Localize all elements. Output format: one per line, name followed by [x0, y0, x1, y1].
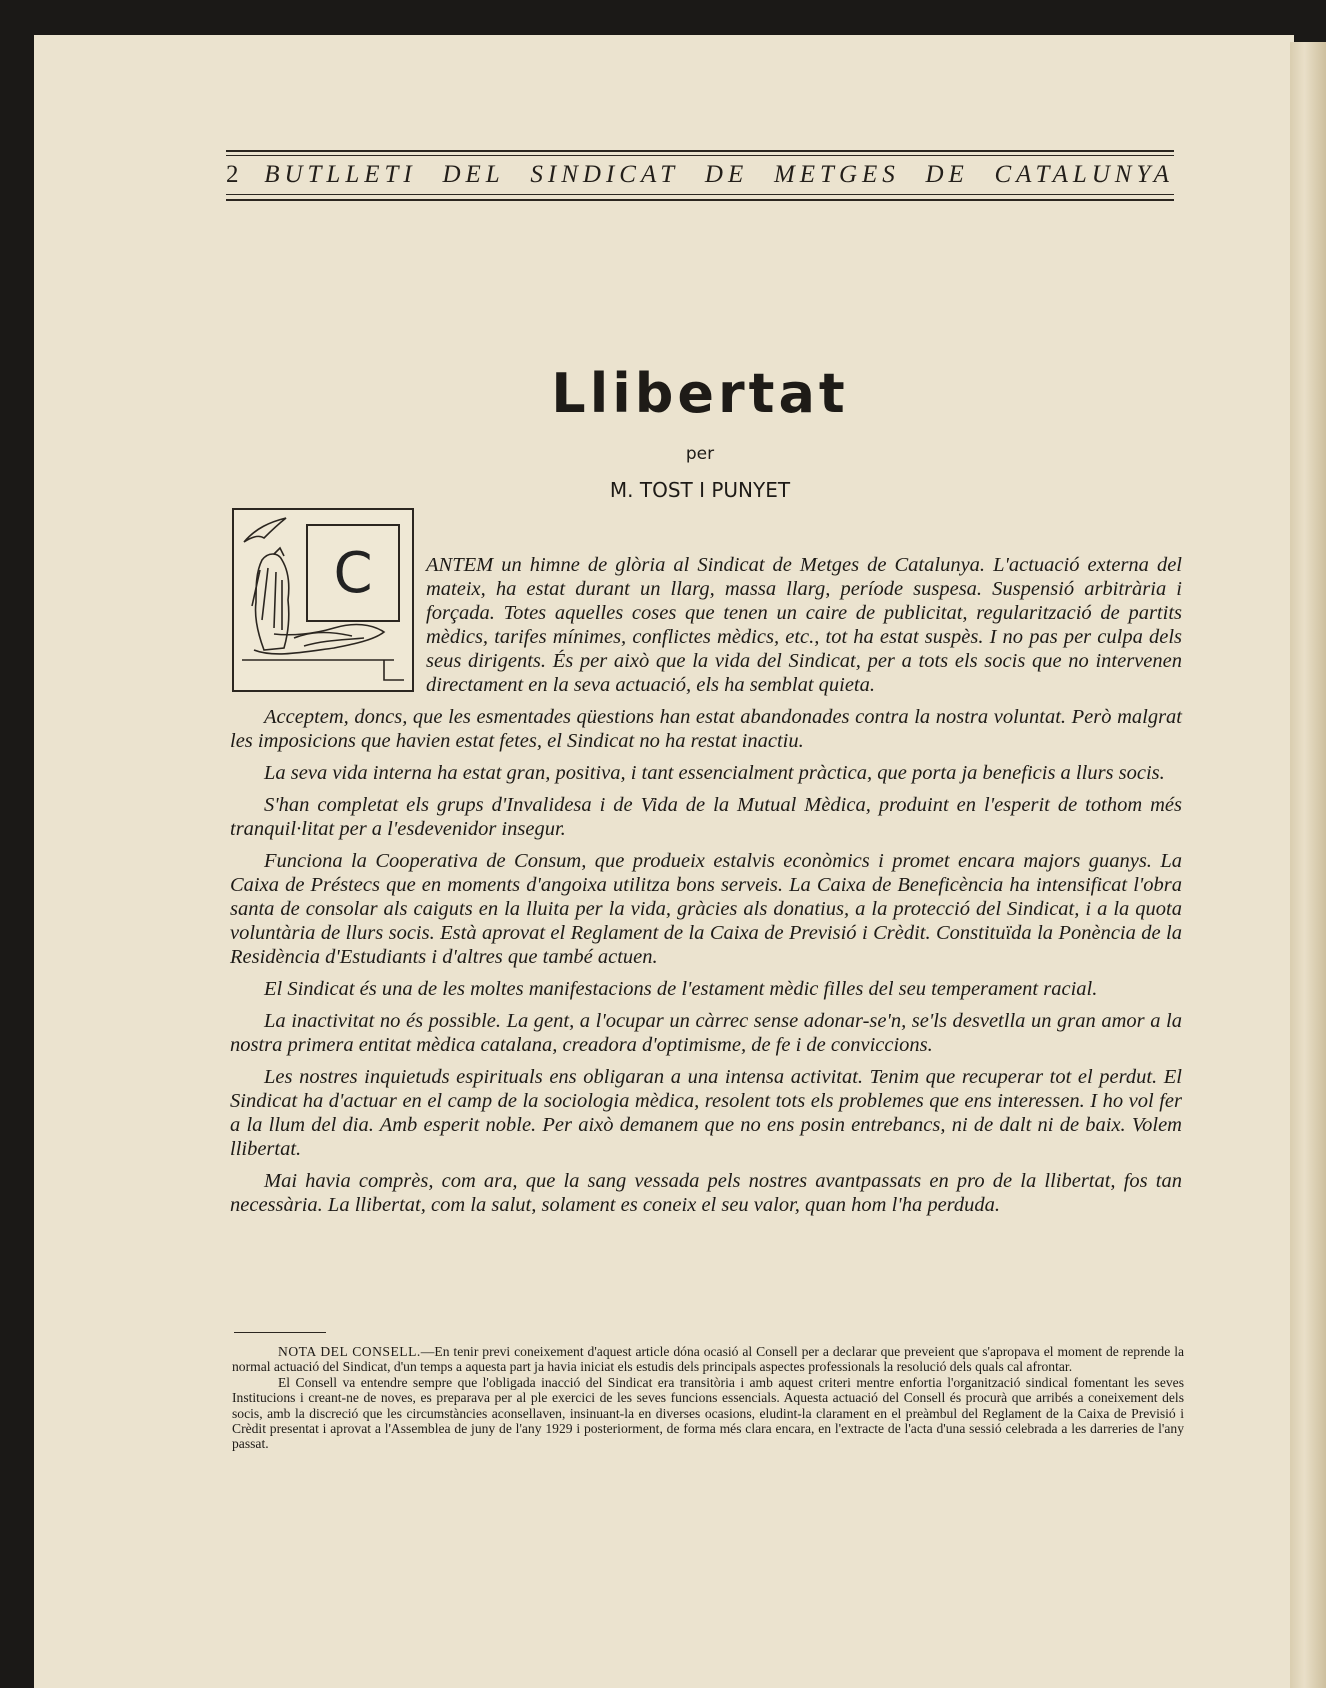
- article-author: M. TOST I PUNYET: [609, 478, 791, 502]
- header-rule-top-thin: [226, 155, 1174, 156]
- body-paragraph: La seva vida interna ha estat gran, positiva, i tant essencialment pràctica, que porta ja beneficis a llurs socis.: [264, 762, 1165, 784]
- header-rule-bottom: [226, 199, 1174, 201]
- article-body: [230, 553, 1182, 1225]
- footnote-rule: [234, 1332, 326, 1333]
- body-paragraph: Mai havia comprès, com ara, que la sang vessada pels nostres avantpassats en pro de la llibertat, fos tan necessària. La llibertat, com la salut, solament es coneix el seu valor, quan hom l'ha perduda.: [230, 1170, 1182, 1216]
- body-paragraph: Funciona la Cooperativa de Consum, que produeix estalvis econòmics i promet encara majors guanys. La Caixa de Préstecs que en moments d'angoixa utilitza bons serveis. La Caixa de Beneficència ha intensificat l'obra santa de consolar als caiguts en la lluita per la vida, gràcies als donatius, a la protecció del Sindicat, i a la quota voluntària de llurs socis. Està aprovat el Reglament de la Caixa de Previsió i Crèdit. Constituïda la Ponència de la Residència d'Estudiants i d'altres que també actuen.: [230, 850, 1182, 968]
- header-word: DE: [704, 161, 749, 188]
- header-word: METGES: [773, 161, 900, 188]
- footnote: [232, 1344, 1184, 1452]
- footnote-paragraph: El Consell va entendre sempre que l'obligada inacció del Sindicat era transitòria i amb aquest criteri mentre enfortia l'organització sindical fomentant les seves Institucions i creant-ne de noves, es preparava per al ple exercici de les seves funcions essencials. Aquesta actuació del Consell és procurà que arribés a coneixement dels socis, amb la discreció que les circumstàncies aconsellaven, insinuant-la en diverses ocasions, eludint-la clarament en el preàmbul del Reglament de la Caixa de Previsió i Crèdit presentat i aprovat a l'Assemblea de juny de l'any 1929 i posteriorment, de forma més clara encara, en l'extracte de l'acta d'una sessió celebrada a les darreries de l'any passat.: [232, 1374, 1184, 1452]
- article-title: Llibertat: [551, 362, 849, 425]
- body-paragraph: El Sindicat és una de les moltes manifestacions de l'estament mèdic filles del seu temperament racial.: [264, 978, 1098, 1000]
- body-paragraph: Acceptem, doncs, que les esmentades qüestions han estat abandonades contra la nostra voluntat. Però malgrat les imposicions que havien estat fetes, el Sindicat no ha restat inactiu.: [230, 706, 1182, 752]
- body-paragraph: S'han completat els grups d'Invalidesa i de Vida de la Mutual Mèdica, produint en l'esperit de tothom més tranquil·litat per a l'esdevenidor insegur.: [230, 794, 1182, 840]
- header-word: DEL: [442, 161, 505, 188]
- drop-cap-spacer: [230, 543, 426, 683]
- header-word: DE: [925, 161, 969, 188]
- body-paragraph: Les nostres inquietuds espirituals ens obligaran a una intensa activitat. Tenim que recuperar tot el perdut. El Sindicat ha d'actuar en el camp de la sociologia mèdica, resolent tots els problemes que ens interessen. I ho vol fer a la llum del dia. Amb esperit noble. Per això demanem que no ens posin entrebancs, ni de dalt ni de baix. Volem llibertat.: [230, 1066, 1182, 1160]
- header-word: BUTLLETI: [264, 161, 417, 188]
- header-rule-bottom-thin: [226, 194, 1174, 195]
- header-word: SINDICAT: [530, 161, 680, 188]
- running-header: [226, 150, 1174, 208]
- header-rule-top: [226, 150, 1174, 152]
- footnote-paragraph: [232, 1344, 1184, 1375]
- drop-cap-letter: C: [306, 524, 400, 622]
- footnote-text: —En tenir previ coneixement d'aquest article dóna ocasió al Consell per a declarar que preveient que s'apropava el moment de reprende la normal actuació del Sindicat, d'un temps a aquesta part ja havia iniciat els estudis dels principals aspectes professionals la resolució dels quals cal afrontar.: [232, 1344, 1185, 1375]
- header-word: CATALUNYA: [994, 161, 1174, 188]
- byline-per: per: [685, 444, 715, 464]
- footnote-label: NOTA DEL CONSELL.: [278, 1344, 421, 1359]
- facing-page-edge: [1290, 42, 1326, 1688]
- body-paragraph: ANTEM un himne de glòria al Sindicat de Metges de Catalunya. L'actuació externa del mateix, ha estat durant un llarg, massa llarg, període suspesa. Suspensió arbitrària i forçada. Totes aquelles coses que tenen un caire de publicitat, regularització de partits mèdics, tarifes mínimes, conflictes mèdics, etc., tot ha estat suspès. I no pas per culpa dels seus dirigents. És per això que la vida del Sindicat, per a tots els socis que no intervenen directament en la seva actuació, els ha semblat quieta.: [426, 554, 1182, 696]
- page-number: 2: [226, 161, 239, 188]
- body-paragraph: La inactivitat no és possible. La gent, a l'ocupar un càrrec sense adonar-se'n, se'ls desvetlla un gran amor a la nostra primera entitat mèdica catalana, creadora d'optimisme, de fe i de conviccions.: [230, 1010, 1182, 1056]
- header-text: [226, 160, 1174, 190]
